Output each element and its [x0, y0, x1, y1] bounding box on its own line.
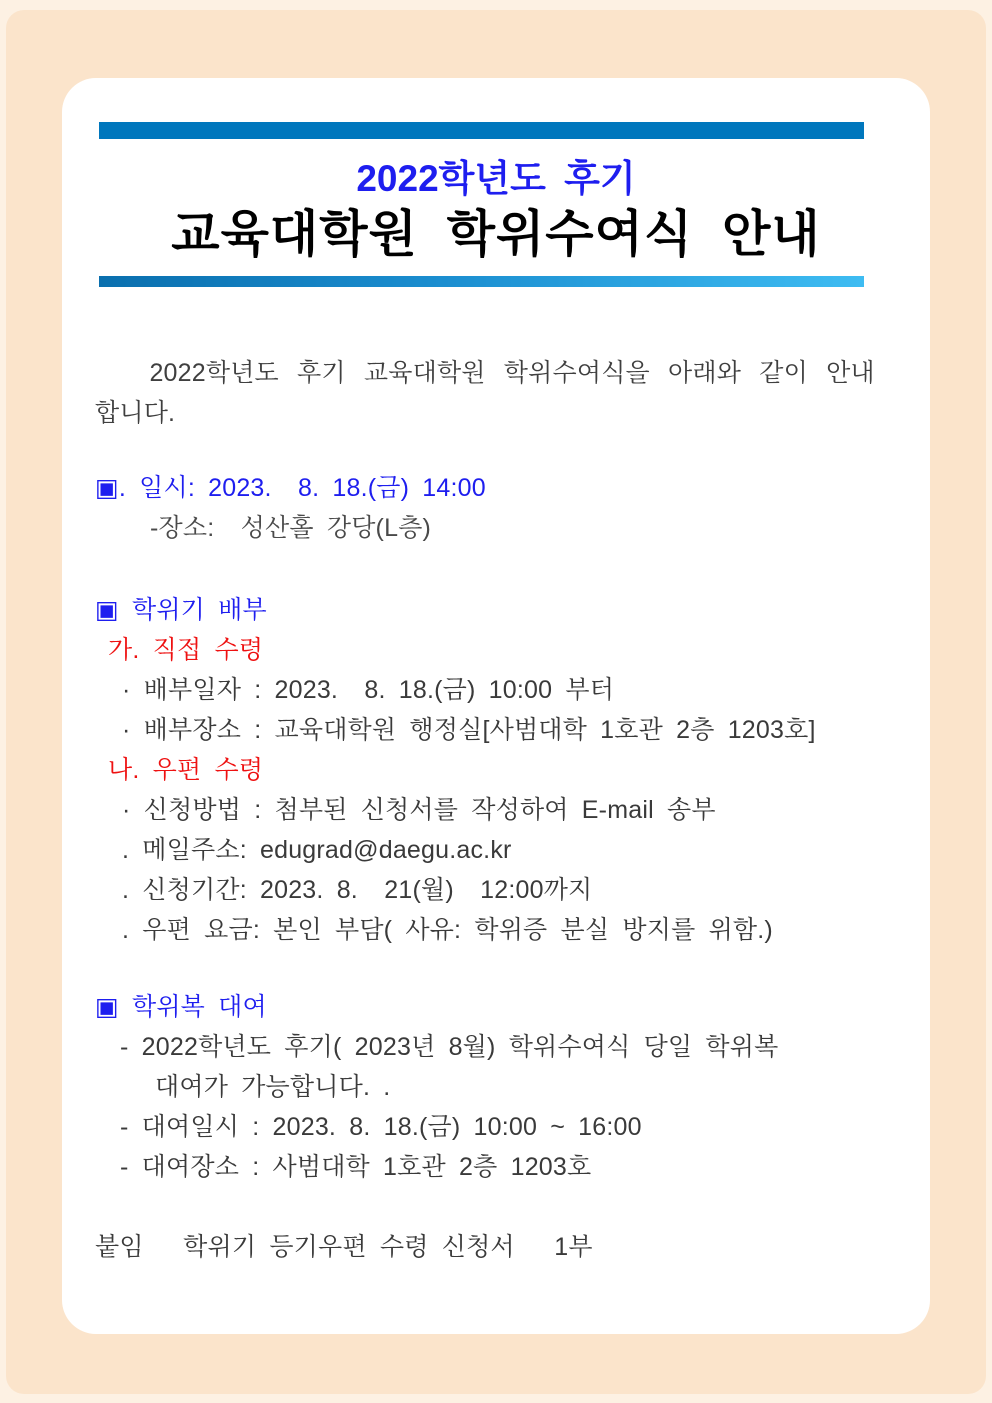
- diploma-direct-item: · 배부일자 : 2023. 8. 18.(금) 10:00 부터: [122, 676, 615, 704]
- notice-subtitle: 2022학년도 후기: [356, 158, 636, 199]
- section-gap: [95, 1187, 905, 1227]
- diploma-mail-item: . 신청기간: 2023. 8. 21(월) 12:00까지: [122, 876, 593, 904]
- ceremony-venue-text: -장소: 성산홀 강당(L층): [150, 514, 432, 542]
- header-top-bar: [99, 122, 864, 139]
- diploma-mail-item: . 우편 요금: 본인 부담( 사유: 학위증 분실 방지를 위함.): [122, 916, 773, 944]
- intro-line-2: 합니다.: [95, 399, 176, 427]
- gown-item: - 대여장소 : 사범대학 1호관 2층 1203호: [120, 1153, 592, 1181]
- diploma-mail-item: · 신청방법 : 첨부된 신청서를 작성하여 E-mail 송부: [122, 796, 716, 824]
- diploma-mail-item-email: . 메일주소: edugrad@daegu.ac.kr: [122, 836, 512, 864]
- attachment-line: 붙임 학위기 등기우편 수령 신청서 1부: [95, 1233, 593, 1261]
- header-gradient-bar: [99, 276, 864, 287]
- section-gown-heading: [95, 987, 905, 1027]
- section-ceremony-heading: [95, 468, 905, 508]
- diploma-direct-heading: 가. 직접 수령: [108, 636, 264, 664]
- square-bullet-icon: ▣: [95, 993, 119, 1021]
- section-gap: [95, 950, 905, 987]
- square-bullet-icon: ▣: [95, 474, 119, 502]
- gown-item: - 대여일시 : 2023. 8. 18.(금) 10:00 ~ 16:00: [120, 1113, 642, 1141]
- diploma-heading-text: 학위기 배부: [118, 596, 267, 624]
- section-diploma-heading: [95, 590, 905, 630]
- notice-body: [95, 353, 905, 1267]
- square-bullet-icon: ▣: [95, 596, 119, 624]
- gown-heading-text: 학위복 대여: [118, 993, 267, 1021]
- notice-title: 교육대학원 학위수여식 안내: [171, 206, 821, 262]
- section-gap: [95, 548, 905, 590]
- diploma-direct-item: · 배부장소 : 교육대학원 행정실[사범대학 1호관 2층 1203호]: [122, 716, 816, 744]
- ceremony-datetime-text: . 일시: 2023. 8. 18.(금) 14:00: [118, 474, 486, 502]
- gown-item: - 2022학년도 후기( 2023년 8월) 학위수여식 당일 학위복: [120, 1033, 779, 1061]
- diploma-mail-heading: 나. 우편 수령: [108, 756, 264, 784]
- gown-item-continuation: 대여가 가능합니다. .: [155, 1073, 391, 1101]
- section-gap: [95, 433, 905, 468]
- intro-line-1: 2022학년도 후기 교육대학원 학위수여식을 아래와 같이 안내: [95, 359, 875, 387]
- notice-card: [62, 78, 930, 1334]
